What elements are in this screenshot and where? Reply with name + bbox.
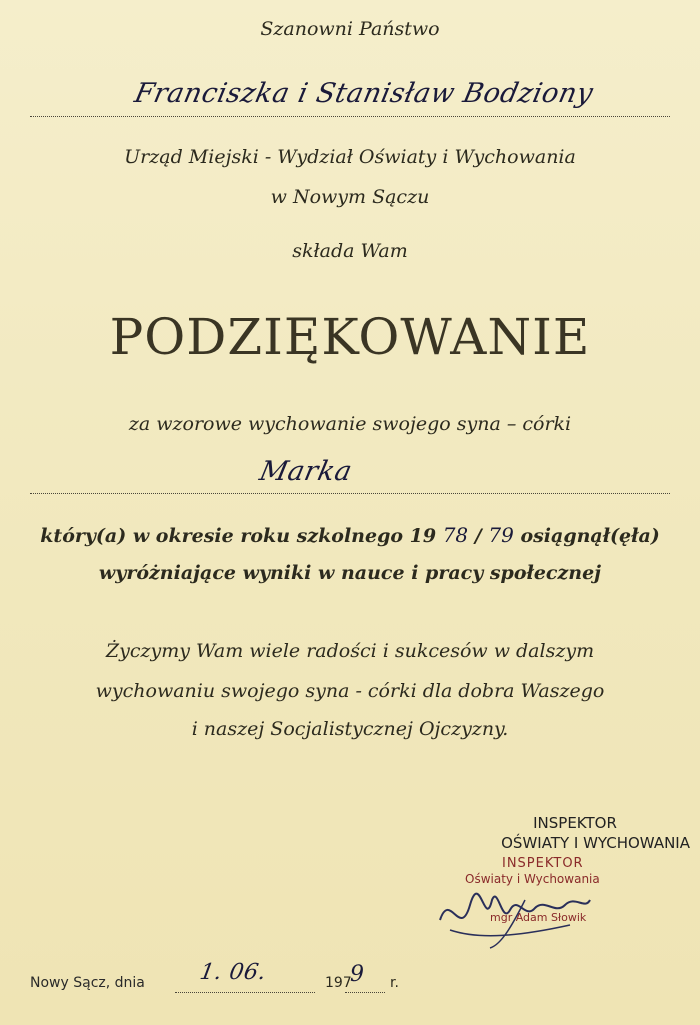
year-dotted-line (345, 992, 385, 993)
recipient-dotted-line (30, 116, 670, 117)
school-year-separator: / (474, 525, 482, 547)
signatory-title-2: OŚWIATY I WYCHOWANIA (501, 834, 690, 852)
stamp-line-3: mgr Adam Słowik (490, 911, 587, 924)
wishes-line-3: i naszej Socjalistycznej Ojczyzny. (191, 718, 509, 740)
document-title: PODZIĘKOWANIE (109, 308, 591, 366)
recipient-names: Franciszka i Stanisław Bodziony (131, 78, 597, 109)
achievement-line-1 (0, 523, 700, 547)
stamp-line-1: INSPEKTOR (502, 856, 584, 871)
issuer-line-2: w Nowym Sączu (270, 186, 430, 208)
issuer-line-1: Urząd Miejski - Wydział Oświaty i Wychowania (124, 146, 576, 168)
school-year-from: 78 (442, 523, 469, 547)
greeting: Szanowni Państwo (260, 18, 440, 40)
child-dotted-line (30, 493, 670, 494)
school-year-to: 79 (488, 523, 514, 547)
achievement-text-after: osiągnął(ęła) (520, 525, 660, 547)
date-dotted-line (175, 992, 315, 993)
stamp-line-2: Oświaty i Wychowania (465, 872, 600, 886)
issue-year-digit: 9 (350, 962, 365, 987)
signatory-block (420, 812, 690, 854)
achievement-text-before: który(a) w okresie roku szkolnego 19 (40, 525, 437, 547)
footer-place: Nowy Sącz, dnia (30, 975, 145, 991)
issue-year-suffix: r. (390, 975, 399, 991)
wishes-line-1: Życzymy Wam wiele radości i sukcesów w dalszym (105, 640, 595, 662)
issue-date: 1. 06. (197, 960, 269, 985)
issue-year-prefix: 197 (325, 975, 352, 991)
handwritten-signature (430, 870, 600, 950)
achievement-line-2: wyróżniające wyniki w nauce i pracy społecznej (98, 562, 602, 584)
reason-line: za wzorowe wychowanie swojego syna – córki (128, 413, 572, 435)
signatory-title-1: INSPEKTOR (533, 814, 617, 832)
child-name: Marka (256, 456, 355, 487)
issuer-line-3: składa Wam (292, 240, 408, 262)
wishes-line-2: wychowaniu swojego syna - córki dla dobra Waszego (95, 680, 605, 702)
